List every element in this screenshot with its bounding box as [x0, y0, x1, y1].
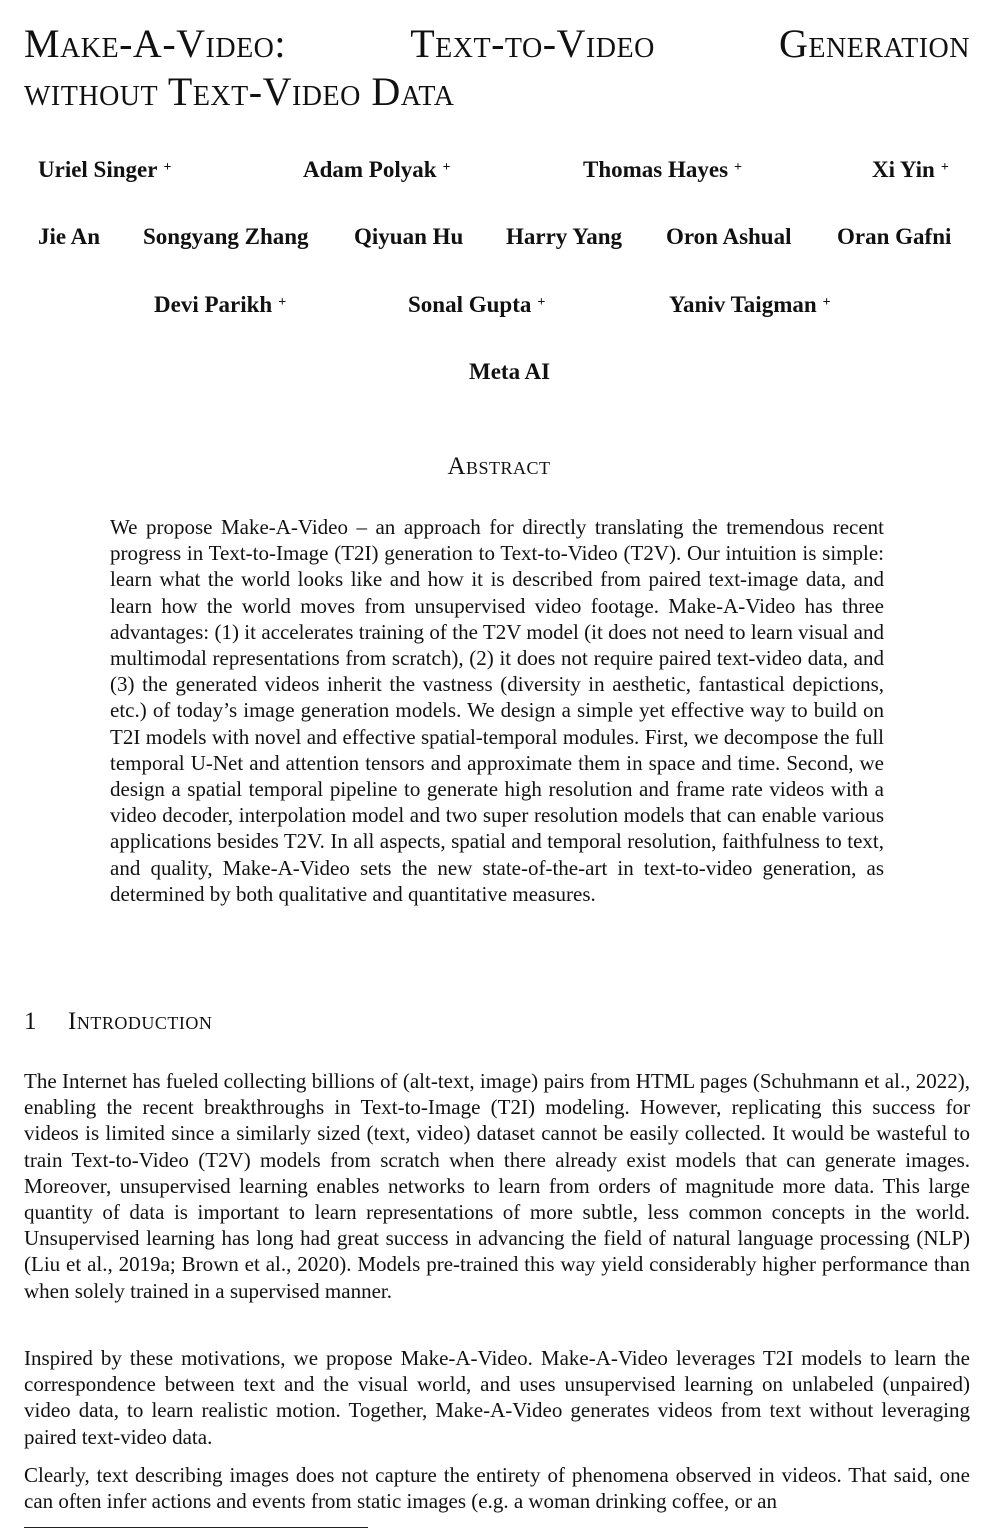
intro-paragraph-1: The Internet has fueled collecting billions of (alt-text, image) pairs from HTML pages (Schuhmann et al., 2022), enabling the recent breakthroughs in Text-to-Image (T2I) modeling. However, replicating this success for videos is limited since a similarly sized (text, video) dataset cannot be easily collected. It would be wasteful to train Text-to-Video (T2V) models from scratch when there already exist models that can generate images. Moreover, unsupervised learning enables networks to learn from orders of magnitude more data. This large quantity of data is important to learn representations of more subtle, less common concepts in the world. Unsupervised learning has long had great success in advancing the field of natural language processing (NLP) (Liu et al., 2019a; Brown et al., 2020). Models pre-trained this way yield considerably higher performance than when solely trained in a supervised manner.	[24, 1069, 970, 1303]
section-heading-introduction	[24, 1008, 212, 1036]
author-name: Xi Yin +	[872, 157, 949, 182]
author-name: Sonal Gupta +	[408, 292, 546, 317]
author-row-3	[0, 291, 998, 321]
author-name: Adam Polyak +	[303, 157, 451, 182]
author-name: Devi Parikh +	[154, 292, 287, 317]
author-name: Songyang Zhang	[143, 224, 309, 249]
author-name: Uriel Singer +	[38, 157, 172, 182]
title-segment-2: Text-to-Video	[410, 21, 655, 66]
author-name: Oran Gafni	[837, 224, 952, 249]
paper-title-line-1	[24, 20, 970, 68]
author-name: Yaniv Taigman +	[669, 292, 831, 317]
affiliation-row	[0, 358, 998, 388]
paper-title	[24, 20, 970, 116]
author-mark: +	[734, 160, 743, 175]
intro-paragraph-2: Inspired by these motivations, we propose Make-A-Video. Make-A-Video leverages T2I models to learn the correspondence between text and the visual world, and uses unsupervised learning on unlabeled (unpaired) video data, to learn realistic motion. Together, Make-A-Video generates videos from text without leveraging paired text-video data.	[24, 1346, 970, 1449]
paper-title-line-2: without Text-Video Data	[24, 69, 455, 114]
author-name: Qiyuan Hu	[354, 224, 464, 249]
abstract-text: We propose Make-A-Video – an approach for directly translating the tremendous recent progress in Text-to-Image (T2I) generation to Text-to-Video (T2V). Our intuition is simple: learn what the world looks like and how it is described from paired text-image data, and learn how the world moves from unsupervised video footage. Make-A-Video has three advantages: (1) it accelerates training of the T2V model (it does not need to learn visual and multimodal representations from scratch), (2) it does not require paired text-video data, and (3) the generated videos inherit the vastness (diversity in aesthetic, fantastical depictions, etc.) of today’s image generation models. We design a simple yet effective way to build on T2I models with novel and effective spatial-temporal modules. First, we decompose the full temporal U-Net and attention tensors and approximate them in space and time. Second, we design a spatial temporal pipeline to generate high resolution and frame rate videos with a video decoder, interpolation model and two super resolution models that can enable various applications besides T2V. In all aspects, spatial and temporal resolution, faithfulness to text, and quality, Make-A-Video sets the new state-of-the-art in text-to-video generation, as determined by both qualitative and quantitative measures.	[110, 515, 884, 906]
author-mark: +	[163, 160, 172, 175]
author-mark: +	[278, 295, 287, 310]
author-mark: +	[822, 295, 831, 310]
title-segment-1: Make-A-Video:	[24, 21, 287, 66]
title-segment-3: Generation	[779, 21, 970, 66]
abstract-heading: Abstract	[447, 453, 551, 480]
author-name: Oron Ashual	[666, 224, 792, 249]
intro-paragraph-3: Clearly, text describing images does not capture the entirety of phenomena observed in videos. That said, one can often infer actions and events from static images (e.g. a woman drinking coffee, or an	[24, 1463, 970, 1514]
section-number: 1	[24, 1008, 37, 1035]
author-name: Harry Yang	[506, 224, 623, 249]
author-row-1	[0, 156, 998, 186]
author-mark: +	[940, 160, 949, 175]
author-name: Jie An	[38, 224, 100, 249]
author-name: Thomas Hayes +	[583, 157, 743, 182]
author-mark: +	[442, 160, 451, 175]
author-row-2	[0, 223, 998, 253]
footnote-divider	[24, 1527, 368, 1528]
affiliation: Meta AI	[469, 359, 551, 384]
section-title: Introduction	[68, 1008, 213, 1035]
author-mark: +	[537, 295, 546, 310]
